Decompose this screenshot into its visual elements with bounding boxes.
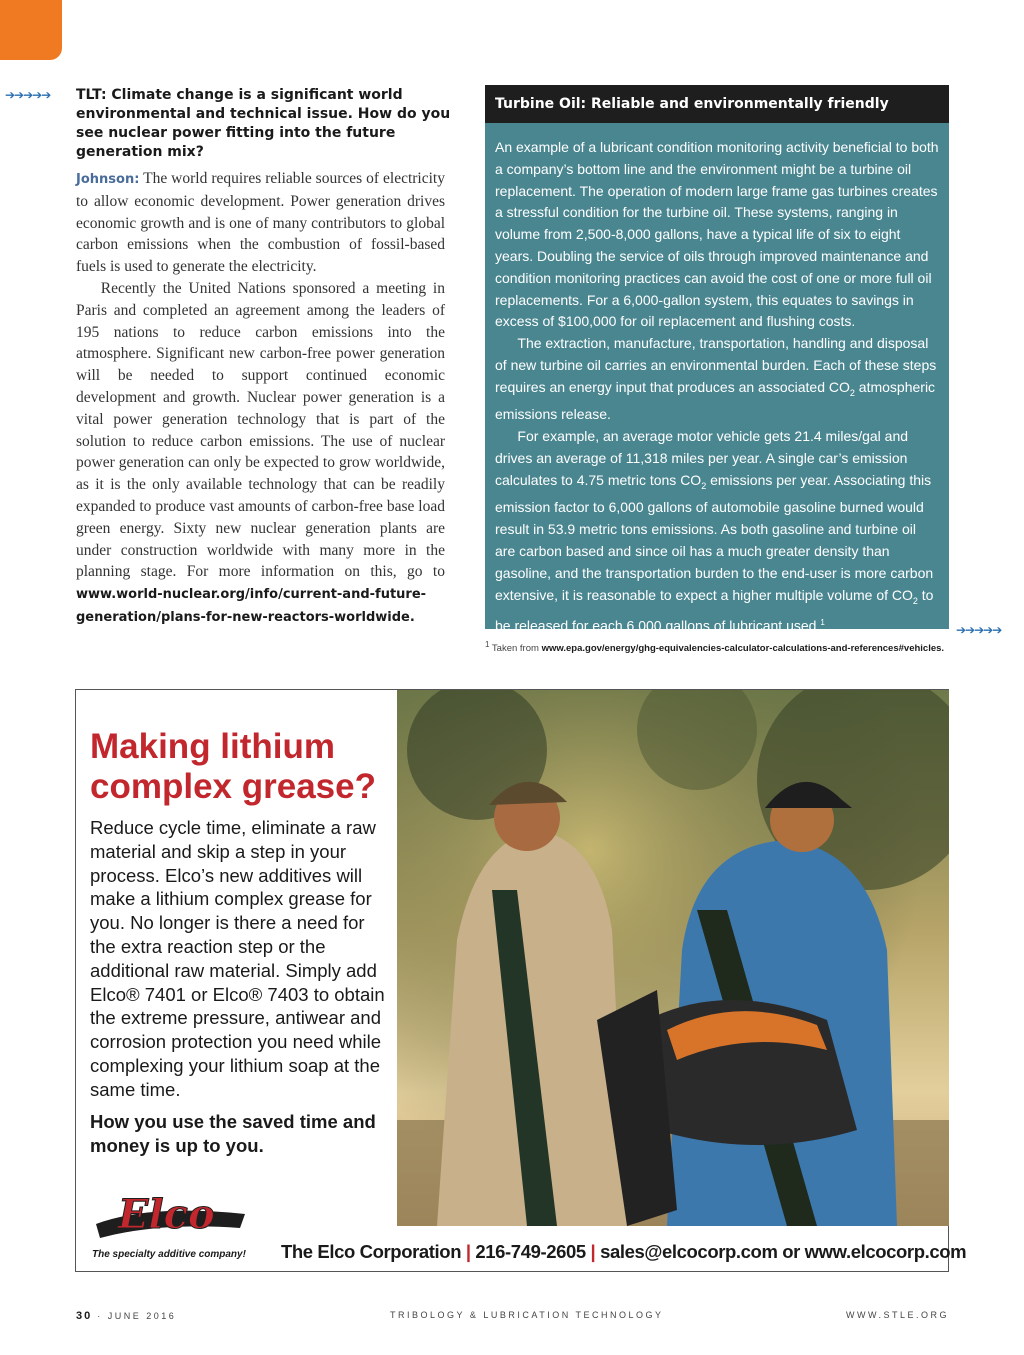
arrow-icon: ➔➔➔➔➔ <box>956 623 1002 637</box>
company-email-web[interactable]: sales@elcocorp.com or www.elcocorp.com <box>600 1241 967 1262</box>
sidebar-paragraph-2 <box>495 333 939 426</box>
speaker-label: Johnson: <box>76 172 140 187</box>
footnote-ref: 1 <box>820 618 825 628</box>
ad-body: Reduce cycle time, eliminate a raw material and skip a step in your process. Elco’s new additives will make a lithium complex grease for you. No longer is there a need for the extra reaction step or the additional raw material. Simply add Elco® 7401 or Elco® 7403 to obtain the extreme pressure, antiwear and corrosion protection you need while complexing your lithium soap at the same time. <box>90 817 385 1100</box>
interview-answer <box>76 168 445 629</box>
svg-text:Elco: Elco <box>118 1191 215 1238</box>
sidebar-paragraph-3 <box>495 426 939 637</box>
footnote <box>485 640 944 654</box>
golfers-photo <box>397 690 949 1226</box>
sidebar-text-3a: For example, an average motor vehicle gets 21.4 miles/gal and drives an average of 11,318 miles per year. A single car’s emission calculates to 4.75 metric tons CO <box>495 428 909 488</box>
answer-text-1: The world requires reliable sources of electricity to allow economic development. Power generation drives economic growth and is one of many contributors to global carbon emissions when the combustion of fossil-based fuels is used to generate the electricity. <box>76 170 445 276</box>
sidebar-text-2a: The extraction, manufacture, transportation, handling and disposal of new turbine oil carries an environmental burden. Each of these steps requires an energy input that produces an associated CO <box>495 335 937 395</box>
corner-tab <box>0 0 62 60</box>
ad-headline: Making lithium complex grease? <box>90 727 376 806</box>
elco-logo <box>90 1184 250 1246</box>
ad-closing: How you use the saved time and money is up to you. <box>90 1111 376 1156</box>
company-phone[interactable]: 216-749-2605 <box>475 1241 586 1262</box>
sidebar-body <box>485 123 949 638</box>
footnote-text: Taken from <box>489 643 542 655</box>
company-name: The Elco Corporation <box>281 1241 462 1262</box>
sidebar-text-3b: emissions per year. Associating this emission factor to 6,000 gallons of automobile gasoline burned would result in 53.9 metric tons emissions. As both gasoline and turbine oil are carbon based and since oil has a much greater density than gasoline, and the transportation burden to the end-user is more carbon extensive, it is reasonable to expect a higher multiple volume of CO <box>495 471 934 603</box>
subscript: 2 <box>701 480 707 491</box>
footnote-number: 1 <box>485 640 490 649</box>
arrow-icon: ➔➔➔➔➔ <box>5 88 51 102</box>
footer-website[interactable]: WWW.STLE.ORG <box>846 1310 949 1320</box>
subscript: 2 <box>849 387 855 398</box>
page-number: 30 <box>76 1310 93 1322</box>
ad-contact-line <box>281 1241 966 1263</box>
world-nuclear-link[interactable]: www.world-nuclear.org/info/current-and-future-generation/plans-for-new-reactors-worldwide. <box>76 587 427 625</box>
interview-question: TLT: Climate change is a significant world environmental and technical issue. How do you see nuclear power fitting into the future generation mix? <box>76 87 451 160</box>
answer-paragraph-2 <box>76 278 445 629</box>
answer-paragraph-1 <box>76 168 445 278</box>
issue-date: JUNE 2016 <box>107 1311 177 1321</box>
elco-advertisement <box>75 689 967 1272</box>
epa-link[interactable]: www.epa.gov/energy/ghg-equivalencies-calculator-calculations-and-references#vehicles. <box>541 643 945 655</box>
answer-text-2: Recently the United Nations sponsored a meeting in Paris and completed an agreement among the leaders of 195 nations to reduce carbon emissions into the atmosphere. Significant new carbon-free power generation will be needed to support continued economic development and growth. Nuclear power generation is a vital power generation technology that is part of the solution to reduce carbon emissions. The use of nuclear power generation can only be expected to grow worldwide, as it is the only available technology that can be readily expanded to produce vast amounts of carbon-free base load green energy. Sixty new nuclear generation plants are under construction worldwide with many more in the planning stage. For more information on this, go to <box>76 279 445 581</box>
sidebar-text-3c: to be released for each 6,000 gallons of lubricant used. <box>495 586 934 634</box>
sidebar-title: Turbine Oil: Reliable and environmentally friendly <box>485 85 949 123</box>
separator: | <box>590 1241 596 1262</box>
turbine-oil-sidebar <box>485 85 949 634</box>
subscript: 2 <box>912 595 918 606</box>
footer-left <box>76 1310 176 1322</box>
separator: | <box>465 1241 471 1262</box>
ad-tagline: The specialty additive company! <box>92 1249 246 1260</box>
publication-name: TRIBOLOGY & LUBRICATION TECHNOLOGY <box>390 1310 664 1320</box>
footer-dot: · <box>97 1311 103 1321</box>
sidebar-paragraph-1: An example of a lubricant condition monitoring activity beneficial to both a company’s bottom line and the environment might be a turbine oil replacement. The operation of modern large frame gas turbines creates a stressful condition for the turbine oil. These systems, ranging in volume from 2,500-8,000 gallons, have a typical life of six to eight years. Doubling the service of oils through improved maintenance and condition monitoring practices can avoid the cost of one or more full oil replacements. For a 6,000-gallon system, this equates to savings in excess of $100,000 for oil replacement and flushing costs. <box>495 139 939 330</box>
sidebar-text-2b: atmospheric emissions release. <box>495 378 936 423</box>
